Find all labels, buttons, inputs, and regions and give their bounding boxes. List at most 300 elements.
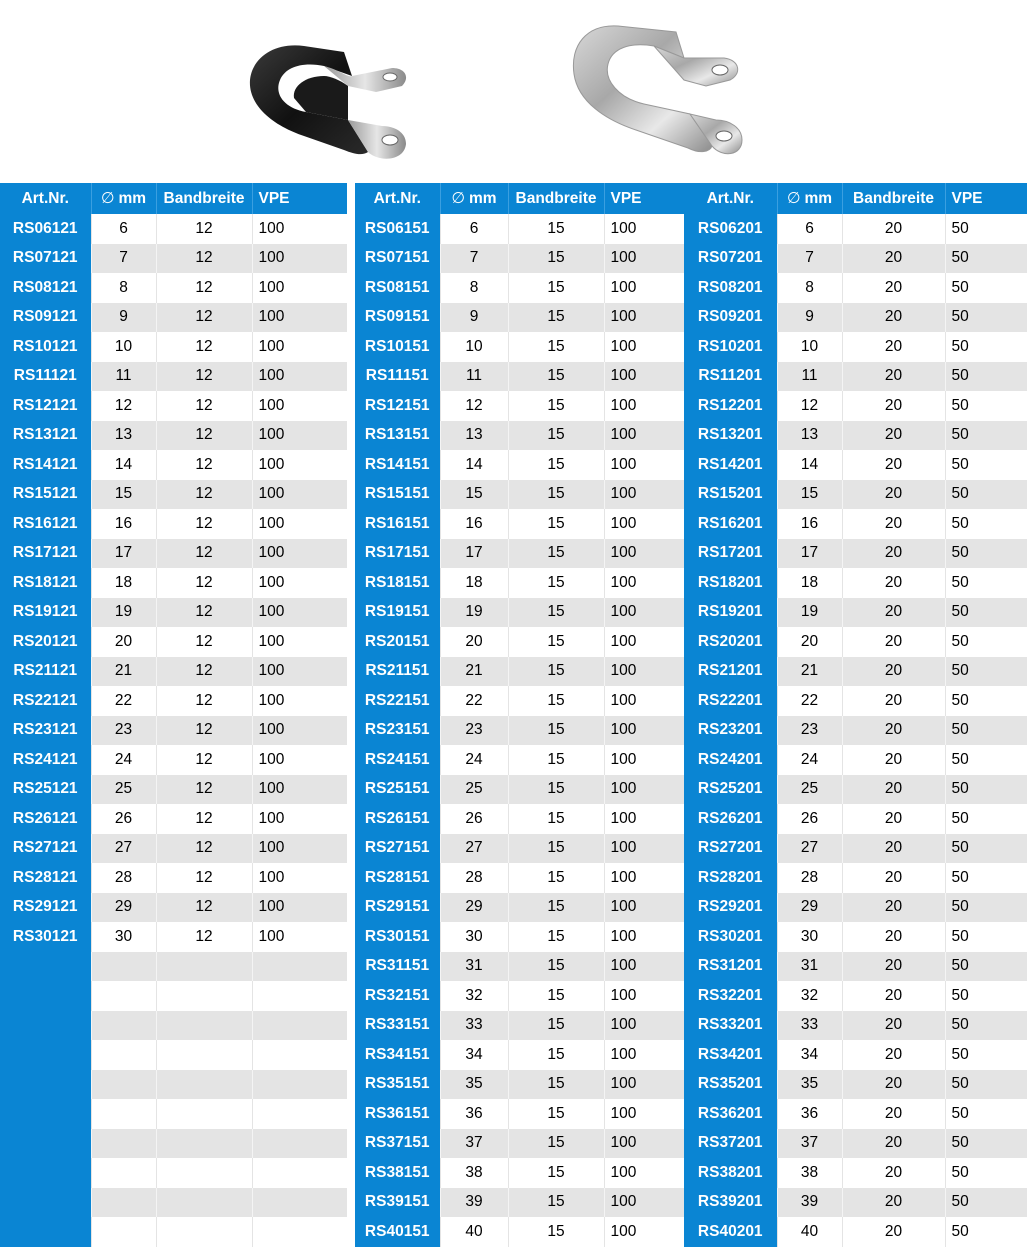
article-number: RS37151 bbox=[355, 1129, 440, 1159]
bandbreite-value bbox=[156, 1188, 252, 1218]
article-number: RS23151 bbox=[355, 716, 440, 746]
bandbreite-value: 12 bbox=[156, 922, 252, 952]
bandbreite-value: 15 bbox=[508, 332, 604, 362]
bandbreite-value: 12 bbox=[156, 657, 252, 687]
table-row bbox=[684, 1040, 1027, 1070]
bandbreite-value: 15 bbox=[508, 775, 604, 805]
diameter-value: 19 bbox=[777, 598, 842, 628]
article-number: RS07201 bbox=[684, 244, 777, 274]
article-number bbox=[0, 1217, 91, 1247]
diameter-value: 13 bbox=[91, 421, 156, 451]
diameter-value: 33 bbox=[440, 1011, 508, 1041]
vpe-value: 50 bbox=[945, 1217, 1027, 1247]
bandbreite-header: Bandbreite bbox=[508, 183, 604, 214]
product-images bbox=[0, 0, 1028, 183]
table-row bbox=[0, 332, 347, 362]
bandbreite-value: 20 bbox=[842, 1217, 945, 1247]
article-number: RS16121 bbox=[0, 509, 91, 539]
table-row bbox=[684, 686, 1027, 716]
table-row bbox=[355, 539, 684, 569]
bandbreite-value bbox=[156, 1070, 252, 1100]
table-row bbox=[684, 922, 1027, 952]
bandbreite-value: 15 bbox=[508, 303, 604, 333]
diameter-header bbox=[777, 183, 842, 214]
bandbreite-value: 12 bbox=[156, 539, 252, 569]
vpe-value: 100 bbox=[604, 303, 684, 333]
vpe-value: 50 bbox=[945, 1158, 1027, 1188]
diameter-value: 14 bbox=[777, 450, 842, 480]
article-number: RS28121 bbox=[0, 863, 91, 893]
article-number: RS23201 bbox=[684, 716, 777, 746]
article-number: RS27121 bbox=[0, 834, 91, 864]
diameter-value: 27 bbox=[777, 834, 842, 864]
product-table-20 bbox=[684, 183, 1027, 1247]
vpe-value: 100 bbox=[604, 745, 684, 775]
table-row bbox=[684, 745, 1027, 775]
vpe-value bbox=[252, 1011, 347, 1041]
table-row bbox=[355, 244, 684, 274]
diameter-value: 40 bbox=[440, 1217, 508, 1247]
article-number: RS11201 bbox=[684, 362, 777, 392]
table-row bbox=[684, 244, 1027, 274]
vpe-header: VPE bbox=[945, 183, 1027, 214]
bandbreite-value: 20 bbox=[842, 1040, 945, 1070]
bandbreite-value: 15 bbox=[508, 598, 604, 628]
article-number: RS22121 bbox=[0, 686, 91, 716]
diameter-value: 23 bbox=[440, 716, 508, 746]
article-number: RS31201 bbox=[684, 952, 777, 982]
table-row bbox=[684, 863, 1027, 893]
article-number: RS11151 bbox=[355, 362, 440, 392]
article-number: RS30151 bbox=[355, 922, 440, 952]
table-row bbox=[684, 539, 1027, 569]
table-row bbox=[684, 952, 1027, 982]
vpe-value: 100 bbox=[252, 421, 347, 451]
vpe-header: VPE bbox=[604, 183, 684, 214]
vpe-value bbox=[252, 952, 347, 982]
table-row bbox=[355, 834, 684, 864]
diameter-value: 24 bbox=[440, 745, 508, 775]
table-row bbox=[0, 421, 347, 451]
vpe-value: 100 bbox=[252, 922, 347, 952]
table-row bbox=[684, 480, 1027, 510]
vpe-value: 100 bbox=[252, 450, 347, 480]
table-row bbox=[684, 627, 1027, 657]
vpe-value: 100 bbox=[252, 568, 347, 598]
article-number: RS37201 bbox=[684, 1129, 777, 1159]
article-number: RS40151 bbox=[355, 1217, 440, 1247]
vpe-value: 50 bbox=[945, 214, 1027, 244]
table-row bbox=[0, 1129, 347, 1159]
table-row bbox=[684, 450, 1027, 480]
diameter-value: 12 bbox=[777, 391, 842, 421]
diameter-icon: ∅ bbox=[100, 190, 115, 207]
vpe-value: 100 bbox=[252, 893, 347, 923]
diameter-value: 37 bbox=[440, 1129, 508, 1159]
diameter-unit: mm bbox=[804, 190, 833, 207]
vpe-value: 50 bbox=[945, 509, 1027, 539]
article-number: RS06151 bbox=[355, 214, 440, 244]
bandbreite-value: 20 bbox=[842, 893, 945, 923]
bandbreite-value: 20 bbox=[842, 834, 945, 864]
diameter-value: 8 bbox=[440, 273, 508, 303]
article-number: RS10151 bbox=[355, 332, 440, 362]
table-row bbox=[0, 1188, 347, 1218]
bandbreite-value: 20 bbox=[842, 362, 945, 392]
diameter-value: 30 bbox=[440, 922, 508, 952]
vpe-value: 50 bbox=[945, 952, 1027, 982]
article-number: RS24121 bbox=[0, 745, 91, 775]
diameter-value: 24 bbox=[777, 745, 842, 775]
diameter-value: 35 bbox=[440, 1070, 508, 1100]
bandbreite-value: 20 bbox=[842, 480, 945, 510]
vpe-value: 50 bbox=[945, 627, 1027, 657]
table-row bbox=[355, 922, 684, 952]
table-row bbox=[0, 303, 347, 333]
diameter-value: 36 bbox=[440, 1099, 508, 1129]
vpe-value: 50 bbox=[945, 1129, 1027, 1159]
diameter-value: 22 bbox=[777, 686, 842, 716]
vpe-value: 100 bbox=[252, 362, 347, 392]
vpe-value bbox=[252, 1129, 347, 1159]
vpe-header: VPE bbox=[252, 183, 347, 214]
bandbreite-value: 12 bbox=[156, 627, 252, 657]
vpe-value: 100 bbox=[604, 1011, 684, 1041]
bandbreite-value: 20 bbox=[842, 598, 945, 628]
bandbreite-value: 12 bbox=[156, 775, 252, 805]
diameter-value: 11 bbox=[777, 362, 842, 392]
bandbreite-value: 20 bbox=[842, 863, 945, 893]
product-table-15 bbox=[355, 183, 684, 1247]
article-number: RS07151 bbox=[355, 244, 440, 274]
diameter-value: 6 bbox=[91, 214, 156, 244]
article-number: RS18121 bbox=[0, 568, 91, 598]
article-number: RS30201 bbox=[684, 922, 777, 952]
table-row bbox=[355, 804, 684, 834]
bandbreite-value: 20 bbox=[842, 1011, 945, 1041]
bandbreite-value: 15 bbox=[508, 952, 604, 982]
table-row bbox=[355, 1070, 684, 1100]
diameter-value: 35 bbox=[777, 1070, 842, 1100]
vpe-value: 100 bbox=[604, 509, 684, 539]
table-row bbox=[0, 391, 347, 421]
diameter-value: 30 bbox=[91, 922, 156, 952]
vpe-value: 100 bbox=[604, 362, 684, 392]
bandbreite-value: 20 bbox=[842, 539, 945, 569]
table-row bbox=[684, 391, 1027, 421]
article-number: RS21151 bbox=[355, 657, 440, 687]
vpe-value: 100 bbox=[604, 391, 684, 421]
diameter-value: 26 bbox=[440, 804, 508, 834]
table-row bbox=[684, 568, 1027, 598]
article-number: RS26201 bbox=[684, 804, 777, 834]
table-row bbox=[355, 509, 684, 539]
vpe-value: 50 bbox=[945, 391, 1027, 421]
bandbreite-value: 15 bbox=[508, 480, 604, 510]
article-number: RS24151 bbox=[355, 745, 440, 775]
article-number: RS19151 bbox=[355, 598, 440, 628]
steel-pipe-clamp-icon bbox=[566, 16, 744, 166]
vpe-value bbox=[252, 1188, 347, 1218]
table-row bbox=[0, 1217, 347, 1247]
article-number: RS29121 bbox=[0, 893, 91, 923]
table-row bbox=[0, 1099, 347, 1129]
diameter-value bbox=[91, 1011, 156, 1041]
vpe-value: 100 bbox=[252, 509, 347, 539]
diameter-value: 18 bbox=[440, 568, 508, 598]
diameter-icon: ∅ bbox=[451, 190, 465, 207]
vpe-value: 100 bbox=[604, 775, 684, 805]
vpe-value: 50 bbox=[945, 1011, 1027, 1041]
bandbreite-value: 20 bbox=[842, 922, 945, 952]
diameter-value: 27 bbox=[440, 834, 508, 864]
vpe-value: 50 bbox=[945, 480, 1027, 510]
diameter-value: 29 bbox=[91, 893, 156, 923]
diameter-value: 16 bbox=[91, 509, 156, 539]
vpe-value: 100 bbox=[252, 657, 347, 687]
vpe-value bbox=[252, 1217, 347, 1247]
article-number bbox=[0, 952, 91, 982]
article-number: RS10201 bbox=[684, 332, 777, 362]
article-number: RS28201 bbox=[684, 863, 777, 893]
article-number: RS16151 bbox=[355, 509, 440, 539]
vpe-value: 100 bbox=[604, 657, 684, 687]
bandbreite-value: 15 bbox=[508, 1011, 604, 1041]
article-number: RS15151 bbox=[355, 480, 440, 510]
diameter-value: 32 bbox=[440, 981, 508, 1011]
bandbreite-value: 20 bbox=[842, 421, 945, 451]
article-number: RS36151 bbox=[355, 1099, 440, 1129]
article-number: RS36201 bbox=[684, 1099, 777, 1129]
article-number: RS08121 bbox=[0, 273, 91, 303]
table-row bbox=[0, 244, 347, 274]
diameter-value: 8 bbox=[91, 273, 156, 303]
vpe-value bbox=[252, 1040, 347, 1070]
bandbreite-value: 15 bbox=[508, 568, 604, 598]
vpe-value: 100 bbox=[252, 539, 347, 569]
diameter-value: 24 bbox=[91, 745, 156, 775]
table-row bbox=[355, 775, 684, 805]
bandbreite-value: 20 bbox=[842, 273, 945, 303]
article-number: RS34151 bbox=[355, 1040, 440, 1070]
table-row bbox=[684, 509, 1027, 539]
diameter-unit: mm bbox=[118, 190, 147, 207]
diameter-value: 19 bbox=[91, 598, 156, 628]
bandbreite-value: 15 bbox=[508, 863, 604, 893]
bandbreite-value: 20 bbox=[842, 775, 945, 805]
table-row bbox=[684, 362, 1027, 392]
article-number: RS39201 bbox=[684, 1188, 777, 1218]
bandbreite-value: 15 bbox=[508, 421, 604, 451]
vpe-value: 100 bbox=[252, 332, 347, 362]
bandbreite-value: 20 bbox=[842, 1129, 945, 1159]
bandbreite-value: 15 bbox=[508, 1158, 604, 1188]
bandbreite-value: 12 bbox=[156, 568, 252, 598]
vpe-value bbox=[252, 1070, 347, 1100]
bandbreite-value: 15 bbox=[508, 716, 604, 746]
article-number bbox=[0, 1188, 91, 1218]
diameter-value: 19 bbox=[440, 598, 508, 628]
bandbreite-header: Bandbreite bbox=[842, 183, 945, 214]
article-number: RS23121 bbox=[0, 716, 91, 746]
table-row bbox=[355, 863, 684, 893]
bandbreite-value: 20 bbox=[842, 1158, 945, 1188]
table-row bbox=[0, 362, 347, 392]
diameter-value: 10 bbox=[91, 332, 156, 362]
diameter-value: 11 bbox=[440, 362, 508, 392]
article-number: RS08201 bbox=[684, 273, 777, 303]
diameter-value: 36 bbox=[777, 1099, 842, 1129]
diameter-value: 34 bbox=[777, 1040, 842, 1070]
diameter-value: 15 bbox=[440, 480, 508, 510]
article-number: RS13151 bbox=[355, 421, 440, 451]
table-header bbox=[0, 183, 347, 214]
article-number: RS18201 bbox=[684, 568, 777, 598]
bandbreite-value: 15 bbox=[508, 1040, 604, 1070]
bandbreite-value: 12 bbox=[156, 214, 252, 244]
bandbreite-value: 12 bbox=[156, 332, 252, 362]
diameter-value: 18 bbox=[777, 568, 842, 598]
bandbreite-value: 12 bbox=[156, 391, 252, 421]
article-number: RS09121 bbox=[0, 303, 91, 333]
diameter-value: 14 bbox=[440, 450, 508, 480]
bandbreite-value: 15 bbox=[508, 214, 604, 244]
diameter-value: 20 bbox=[440, 627, 508, 657]
table-row bbox=[0, 627, 347, 657]
bandbreite-value: 20 bbox=[842, 332, 945, 362]
table-row bbox=[355, 716, 684, 746]
table-row bbox=[684, 1158, 1027, 1188]
bandbreite-value: 20 bbox=[842, 568, 945, 598]
bandbreite-value: 20 bbox=[842, 657, 945, 687]
diameter-value: 20 bbox=[91, 627, 156, 657]
article-number: RS09201 bbox=[684, 303, 777, 333]
diameter-value bbox=[91, 1158, 156, 1188]
diameter-value: 25 bbox=[91, 775, 156, 805]
table-row bbox=[0, 568, 347, 598]
article-number: RS17201 bbox=[684, 539, 777, 569]
vpe-value: 100 bbox=[252, 804, 347, 834]
article-number: RS32201 bbox=[684, 981, 777, 1011]
table-row bbox=[0, 598, 347, 628]
table-row bbox=[684, 1217, 1027, 1247]
diameter-value: 7 bbox=[440, 244, 508, 274]
vpe-value: 50 bbox=[945, 332, 1027, 362]
diameter-value: 15 bbox=[91, 480, 156, 510]
bandbreite-value bbox=[156, 952, 252, 982]
table-row bbox=[355, 745, 684, 775]
diameter-value bbox=[91, 1217, 156, 1247]
vpe-value: 50 bbox=[945, 716, 1027, 746]
table-row bbox=[684, 421, 1027, 451]
bandbreite-value: 15 bbox=[508, 804, 604, 834]
diameter-value: 6 bbox=[777, 214, 842, 244]
diameter-value: 29 bbox=[440, 893, 508, 923]
table-row bbox=[355, 627, 684, 657]
diameter-header bbox=[440, 183, 508, 214]
bandbreite-value: 15 bbox=[508, 539, 604, 569]
table-row bbox=[684, 775, 1027, 805]
rubber-lined-pipe-clamp-icon bbox=[244, 28, 414, 168]
article-number: RS19201 bbox=[684, 598, 777, 628]
bandbreite-value: 12 bbox=[156, 480, 252, 510]
table-row bbox=[684, 1070, 1027, 1100]
article-number: RS22151 bbox=[355, 686, 440, 716]
bandbreite-value: 20 bbox=[842, 716, 945, 746]
bandbreite-value: 12 bbox=[156, 273, 252, 303]
article-number: RS29201 bbox=[684, 893, 777, 923]
vpe-value: 50 bbox=[945, 1188, 1027, 1218]
vpe-value: 100 bbox=[604, 273, 684, 303]
vpe-value: 100 bbox=[604, 421, 684, 451]
article-number: RS06201 bbox=[684, 214, 777, 244]
diameter-value: 20 bbox=[777, 627, 842, 657]
vpe-value: 50 bbox=[945, 981, 1027, 1011]
table-row bbox=[0, 686, 347, 716]
vpe-value: 100 bbox=[604, 1188, 684, 1218]
table-row bbox=[0, 1011, 347, 1041]
table-row bbox=[0, 539, 347, 569]
bandbreite-value: 20 bbox=[842, 303, 945, 333]
article-number: RS29151 bbox=[355, 893, 440, 923]
article-number: RS17121 bbox=[0, 539, 91, 569]
bandbreite-value bbox=[156, 1129, 252, 1159]
diameter-value bbox=[91, 1188, 156, 1218]
bandbreite-value: 15 bbox=[508, 273, 604, 303]
bandbreite-value: 20 bbox=[842, 981, 945, 1011]
diameter-value bbox=[91, 1129, 156, 1159]
vpe-value: 100 bbox=[604, 568, 684, 598]
table-row bbox=[684, 332, 1027, 362]
article-number: RS10121 bbox=[0, 332, 91, 362]
vpe-value: 100 bbox=[604, 1217, 684, 1247]
vpe-value: 100 bbox=[604, 716, 684, 746]
diameter-value: 6 bbox=[440, 214, 508, 244]
diameter-value: 22 bbox=[440, 686, 508, 716]
article-number: RS26121 bbox=[0, 804, 91, 834]
bandbreite-value bbox=[156, 1040, 252, 1070]
diameter-value: 37 bbox=[777, 1129, 842, 1159]
diameter-value: 10 bbox=[777, 332, 842, 362]
table-row bbox=[0, 775, 347, 805]
vpe-value: 100 bbox=[252, 834, 347, 864]
table-row bbox=[355, 1011, 684, 1041]
vpe-value: 50 bbox=[945, 657, 1027, 687]
diameter-value: 32 bbox=[777, 981, 842, 1011]
bandbreite-value: 12 bbox=[156, 303, 252, 333]
bandbreite-value: 15 bbox=[508, 509, 604, 539]
vpe-value: 50 bbox=[945, 1099, 1027, 1129]
vpe-value: 100 bbox=[604, 952, 684, 982]
table-row bbox=[0, 509, 347, 539]
vpe-value: 100 bbox=[252, 480, 347, 510]
vpe-value: 100 bbox=[604, 1129, 684, 1159]
table-header bbox=[684, 183, 1027, 214]
diameter-value: 23 bbox=[777, 716, 842, 746]
article-number: RS34201 bbox=[684, 1040, 777, 1070]
article-number: RS26151 bbox=[355, 804, 440, 834]
article-number: RS35151 bbox=[355, 1070, 440, 1100]
bandbreite-value: 15 bbox=[508, 834, 604, 864]
bandbreite-value: 15 bbox=[508, 1099, 604, 1129]
vpe-value: 50 bbox=[945, 1040, 1027, 1070]
table-row bbox=[684, 893, 1027, 923]
diameter-value: 21 bbox=[91, 657, 156, 687]
vpe-value: 50 bbox=[945, 834, 1027, 864]
vpe-value: 100 bbox=[252, 598, 347, 628]
vpe-value: 50 bbox=[945, 244, 1027, 274]
diameter-value: 15 bbox=[777, 480, 842, 510]
